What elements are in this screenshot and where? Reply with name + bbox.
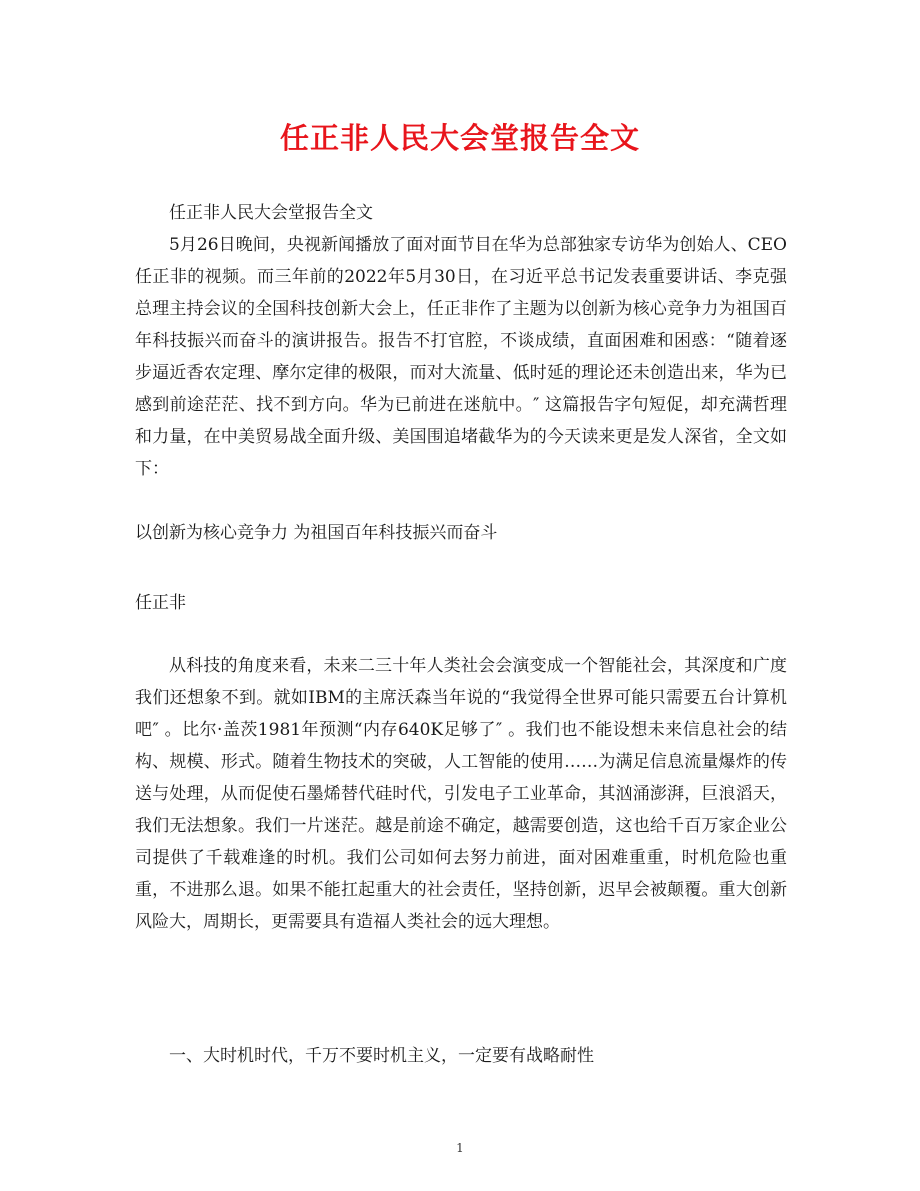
author-section: [135, 587, 787, 619]
page-number: 1: [456, 1141, 464, 1155]
section-heading-block: [135, 1040, 787, 1072]
intro-paragraph: 5月26日晚间，央视新闻播放了面对面节目在华为总部独家专访华为创始人、CEO任正非的视频。而三年前的2022年5月30日，在习近平总书记发表重要讲话、李克强总理主持会议的全国科技创新大会上，任正非作了主题为以创新为核心竞争力为祖国百年科技振兴而奋斗的演讲报告。报告不打官腔，不谈成绩，直面困难和困惑：“随着逐步逼近香农定理、摩尔定律的极限，而对大流量、低时延的理论还未创造出来，华为已感到前途茫茫、找不到方向。华为已前进在迷航中。″ 这篇报告字句短促，却充满哲理和力量，在中美贸易战全面升级、美国围追堵截华为的今天读来更是发人深省，全文如下：: [135, 235, 787, 479]
speech-title-section: [135, 517, 787, 549]
intro-section: [135, 197, 787, 485]
main-paragraph: 从科技的角度来看，未来二三十年人类社会会演变成一个智能社会，其深度和广度我们还想象不到。就如IBM的主席沃森当年说的“我觉得全世界可能只需要五台计算机吧″ 。比尔·盖茨1981年预测“内存640K足够了″ 。我们也不能设想未来信息社会的结构、规模、形式。随着生物技术的突破，人工智能的使用……为满足信息流量爆炸的传送与处理，从而促使石墨烯替代硅时代，引发电子工业革命，其汹涌澎湃，巨浪滔天，我们无法想象。我们一片迷茫。越是前途不确定，越需要创造，这也给千百万家企业公司提供了千载难逢的时机。我们公司如何去努力前进，面对困难重重，时机危险也重重，不进那么退。如果不能扛起重大的社会责任，坚持创新，迟早会被颠覆。重大创新风险大，周期长，更需要具有造福人类社会的远大理想。: [135, 656, 787, 932]
section-heading: 一、大时机时代，千万不要时机主义，一定要有战略耐性: [169, 1046, 594, 1066]
subtitle-line: 任正非人民大会堂报告全文: [169, 203, 373, 223]
speech-title: 以创新为核心竞争力 为祖国百年科技振兴而奋斗: [135, 523, 498, 543]
document-title: 任正非人民大会堂报告全文: [279, 121, 640, 155]
author-name: 任正非: [135, 593, 186, 613]
main-section: [135, 650, 787, 938]
